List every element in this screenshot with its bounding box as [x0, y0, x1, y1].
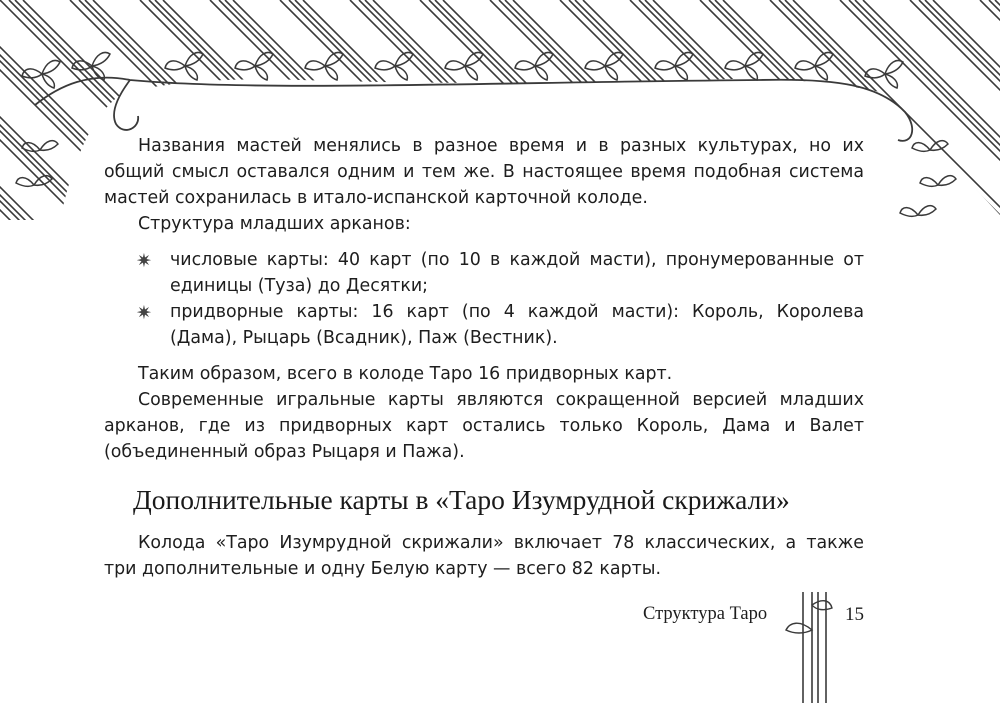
paragraph-suits: Названия мастей менялись в разное время и в разных культурах, но их общий смысл оставался одним и тем же. В настоящее время подобная система мастей сохранилась в итало-испанской карточной колоде.	[104, 136, 864, 208]
laurel-leaf-icon	[865, 61, 903, 89]
bullet-star-icon: ✷	[136, 250, 152, 272]
scroll-banner	[35, 78, 912, 141]
laurel-leaf-icon	[22, 141, 58, 152]
paragraph-court-cards: Таким образом, всего в колоде Таро 16 придворных карт.	[138, 364, 673, 384]
structure-label: Структура младших арканов:	[138, 214, 411, 234]
section-heading: Дополнительные карты в «Таро Изумрудной скрижали»	[133, 484, 790, 515]
paragraph-playing-cards: Современные игральные карты являются сокращенной версией младших арканов, где из придворных карт остались только Король, Дама и Валет (объединенный образ Рыцаря и Пажа).	[104, 390, 864, 462]
laurel-leaf-icon	[920, 176, 956, 187]
list-item	[104, 299, 864, 351]
laurel-leaf-icon	[786, 601, 832, 633]
paragraph-extra-cards: Колода «Таро Изумрудной скрижали» включает 78 классических, а также три дополнительные и одну Белую карту — всего 82 карты.	[104, 533, 864, 579]
running-footer-title: Структура Таро	[643, 604, 768, 624]
arcana-list	[104, 247, 864, 351]
list-item-text: придворные карты: 16 карт (по 4 каждой масти): Король, Королева (Дама), Рыцарь (Всадник), Паж (Вестник).	[170, 302, 864, 348]
footer-stripes	[803, 592, 826, 703]
bullet-star-icon: ✷	[136, 302, 152, 324]
laurel-leaf-icon	[900, 206, 936, 217]
list-item	[104, 247, 864, 299]
page-number: 15	[845, 604, 864, 625]
list-item-text: числовые карты: 40 карт (по 10 в каждой масти), пронумерованные от единицы (Туза) до Десятки;	[170, 250, 864, 296]
